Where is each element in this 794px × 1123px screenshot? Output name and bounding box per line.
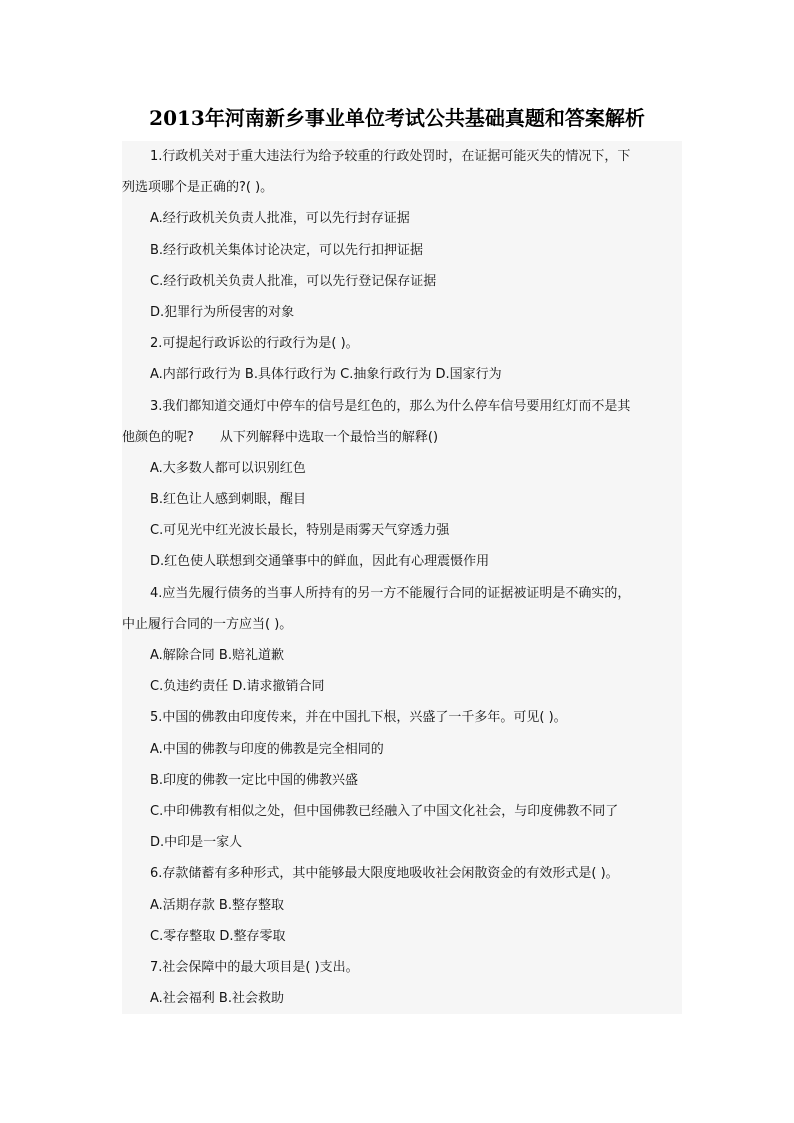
question-5-option-d: D.中印是一家人 — [122, 827, 682, 858]
document-title: 2013年河南新乡事业单位考试公共基础真题和答案解析 — [149, 106, 645, 130]
question-5-option-a: A.中国的佛教与印度的佛教是完全相同的 — [122, 734, 682, 765]
question-6-options-cd: C.零存整取 D.整存零取 — [122, 921, 682, 952]
question-7-stem: 7.社会保障中的最大项目是( )支出。 — [122, 952, 682, 983]
question-3-option-c: C.可见光中红光波长最长，特别是雨雾天气穿透力强 — [122, 515, 682, 546]
question-6-options-ab: A.活期存款 B.整存整取 — [122, 890, 682, 921]
question-4-stem-cont: 中止履行合同的一方应当( )。 — [122, 609, 682, 640]
question-4-options-cd: C.负违约责任 D.请求撤销合同 — [122, 671, 682, 702]
question-5-option-b: B.印度的佛教一定比中国的佛教兴盛 — [122, 765, 682, 796]
question-3-option-b: B.红色让人感到刺眼，醒目 — [122, 484, 682, 515]
question-5-stem: 5.中国的佛教由印度传来，并在中国扎下根，兴盛了一千多年。可见( )。 — [122, 702, 682, 733]
question-3-stem: 3.我们都知道交通灯中停车的信号是红色的，那么为什么停车信号要用红灯而不是其 — [122, 391, 682, 422]
question-5-option-c: C.中印佛教有相似之处，但中国佛教已经融入了中国文化社会，与印度佛教不同了 — [122, 796, 682, 827]
question-4-stem: 4.应当先履行债务的当事人所持有的另一方不能履行合同的证据被证明是不确实的， — [122, 578, 682, 609]
question-2-stem: 2.可提起行政诉讼的行政行为是( )。 — [122, 328, 682, 359]
question-1-option-d: D.犯罪行为所侵害的对象 — [122, 297, 682, 328]
question-1-stem: 1.行政机关对于重大违法行为给予较重的行政处罚时，在证据可能灭失的情况下，下 — [122, 141, 682, 172]
question-1-stem-cont: 列选项哪个是正确的?( )。 — [122, 172, 682, 203]
question-1-option-c: C.经行政机关负责人批准，可以先行登记保存证据 — [122, 266, 682, 297]
question-3-option-d: D.红色使人联想到交通肇事中的鲜血，因此有心理震慑作用 — [122, 546, 682, 577]
question-3-option-a: A.大多数人都可以识别红色 — [122, 453, 682, 484]
question-1-option-a: A.经行政机关负责人批准，可以先行封存证据 — [122, 203, 682, 234]
question-1-option-b: B.经行政机关集体讨论决定，可以先行扣押证据 — [122, 235, 682, 266]
document-body — [122, 141, 682, 1014]
question-2-options: A.内部行政行为 B.具体行政行为 C.抽象行政行为 D.国家行为 — [122, 359, 682, 390]
question-7-options-ab: A.社会福利 B.社会救助 — [122, 983, 682, 1014]
question-4-options-ab: A.解除合同 B.赔礼道歉 — [122, 640, 682, 671]
question-3-stem-cont: 他颜色的呢? 从下列解释中选取一个最恰当的解释() — [122, 422, 682, 453]
question-6-stem: 6.存款储蓄有多种形式，其中能够最大限度地吸收社会闲散资金的有效形式是( )。 — [122, 858, 682, 889]
